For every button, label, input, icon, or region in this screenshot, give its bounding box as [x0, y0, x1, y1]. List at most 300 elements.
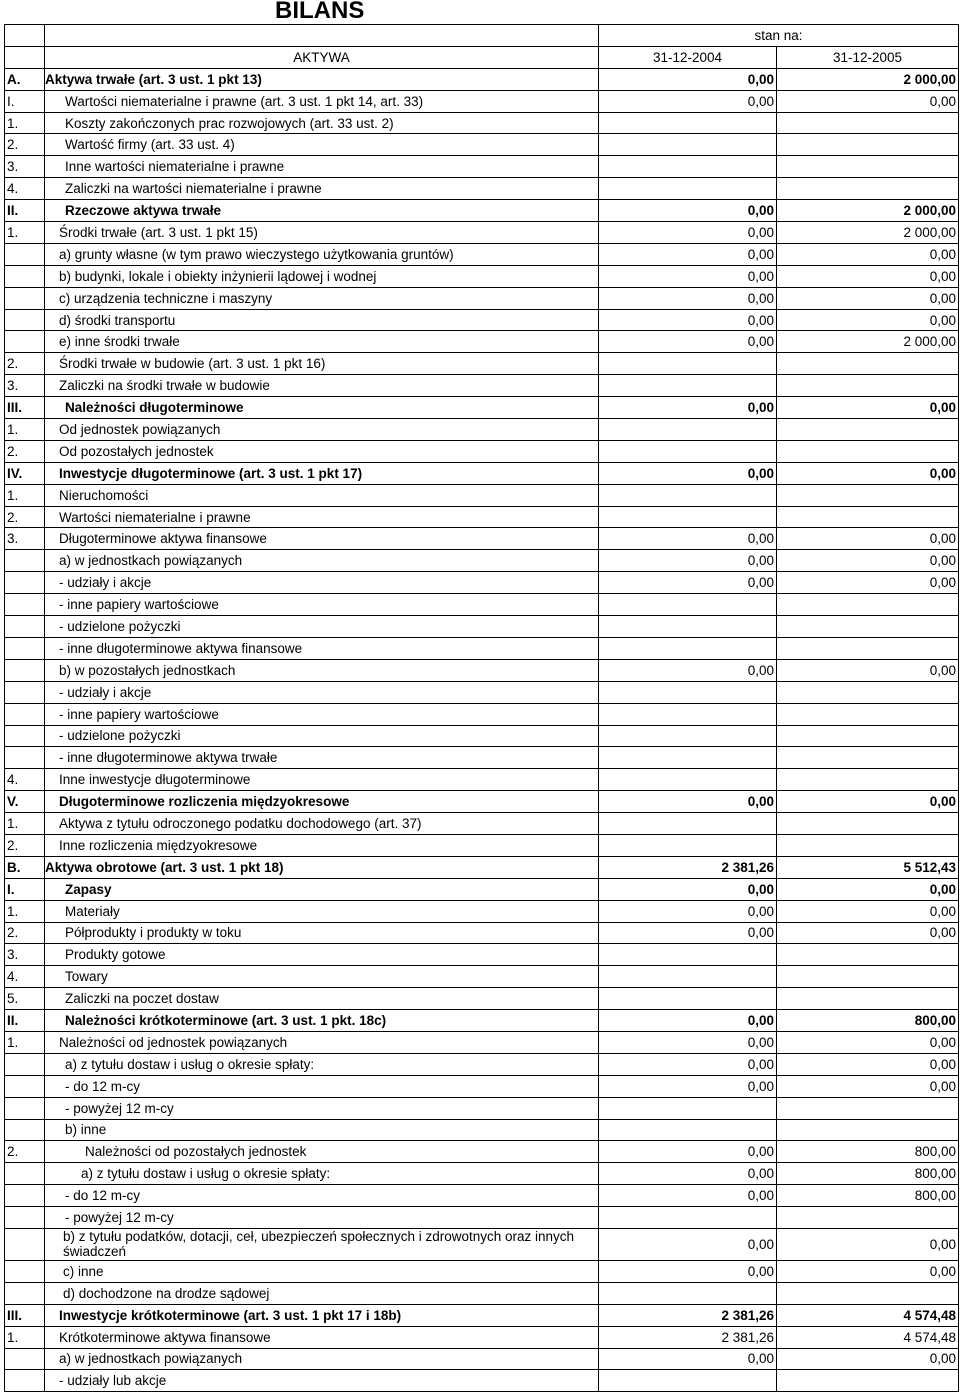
value-2004: 0,00 [599, 243, 777, 265]
row-label: Aktywa obrotowe (art. 3 ust. 1 pkt 18) [45, 856, 599, 878]
value-2004: 2 381,26 [599, 856, 777, 878]
row-number [5, 1260, 45, 1282]
table-row [5, 243, 959, 265]
row-label: a) z tytułu dostaw i usług o okresie spłaty: [45, 1053, 599, 1075]
row-number [5, 331, 45, 353]
value-2004: 0,00 [599, 265, 777, 287]
value-2005: 0,00 [777, 265, 959, 287]
table-row [5, 725, 959, 747]
row-number: 1. [5, 813, 45, 835]
page-title: BILANS [275, 0, 365, 24]
table-row [5, 878, 959, 900]
value-2004: 0,00 [599, 1031, 777, 1053]
table-row [5, 1348, 959, 1370]
value-2005: 0,00 [777, 1348, 959, 1370]
row-label: Inwestycje długoterminowe (art. 3 ust. 1 pkt 17) [45, 462, 599, 484]
value-2004: 0,00 [599, 1141, 777, 1163]
row-number: 2. [5, 1141, 45, 1163]
value-2004 [599, 178, 777, 200]
balance-sheet-body [5, 25, 959, 1392]
table-row [5, 397, 959, 419]
value-2005: 0,00 [777, 791, 959, 813]
value-2005 [777, 988, 959, 1010]
row-number [5, 1097, 45, 1119]
value-2005: 0,00 [777, 462, 959, 484]
row-label: Zaliczki na poczet dostaw [45, 988, 599, 1010]
balance-sheet-table [4, 24, 959, 1392]
row-label: a) w jednostkach powiązanych [45, 550, 599, 572]
value-2004: 0,00 [599, 68, 777, 90]
row-number: B. [5, 856, 45, 878]
row-label: Środki trwałe w budowie (art. 3 ust. 1 pkt 16) [45, 353, 599, 375]
value-2004 [599, 1370, 777, 1392]
table-row [5, 594, 959, 616]
row-label: Aktywa trwałe (art. 3 ust. 1 pkt 13) [45, 68, 599, 90]
row-number [5, 681, 45, 703]
table-row [5, 922, 959, 944]
row-number [5, 287, 45, 309]
row-number [5, 703, 45, 725]
value-2005: 0,00 [777, 1075, 959, 1097]
row-number: 2. [5, 834, 45, 856]
value-2004 [599, 966, 777, 988]
row-label: Inne wartości niematerialne i prawne [45, 156, 599, 178]
row-label: Zapasy [45, 878, 599, 900]
table-row [5, 1097, 959, 1119]
row-number [5, 1163, 45, 1185]
row-number [5, 1185, 45, 1207]
table-row [5, 1031, 959, 1053]
table-row [5, 1163, 959, 1185]
row-label: - powyżej 12 m-cy [45, 1097, 599, 1119]
row-number: 3. [5, 156, 45, 178]
value-2005: 2 000,00 [777, 200, 959, 222]
row-label: Należności krótkoterminowe (art. 3 ust. 1 pkt. 18c) [45, 1010, 599, 1032]
value-2005 [777, 112, 959, 134]
value-2005: 0,00 [777, 243, 959, 265]
table-row [5, 484, 959, 506]
table-row [5, 506, 959, 528]
table-row [5, 222, 959, 244]
value-2005 [777, 725, 959, 747]
row-label: Środki trwałe (art. 3 ust. 1 pkt 15) [45, 222, 599, 244]
row-label: Należności długoterminowe [45, 397, 599, 419]
row-label: Koszty zakończonych prac rozwojowych (art. 33 ust. 2) [45, 112, 599, 134]
value-2004 [599, 1097, 777, 1119]
row-number [5, 1075, 45, 1097]
row-number [5, 725, 45, 747]
value-2005: 800,00 [777, 1185, 959, 1207]
value-2005: 5 512,43 [777, 856, 959, 878]
value-2004: 0,00 [599, 200, 777, 222]
table-row [5, 1370, 959, 1392]
row-label: a) w jednostkach powiązanych [45, 1348, 599, 1370]
table-row [5, 375, 959, 397]
table-row [5, 856, 959, 878]
row-label: - udziały i akcje [45, 681, 599, 703]
row-label: b) budynki, lokale i obiekty inżynierii lądowej i wodnej [45, 265, 599, 287]
row-label: Krótkoterminowe aktywa finansowe [45, 1326, 599, 1348]
row-label: - powyżej 12 m-cy [45, 1207, 599, 1229]
value-2004: 0,00 [599, 1010, 777, 1032]
row-label: - udziały lub akcje [45, 1370, 599, 1392]
value-2005: 2 000,00 [777, 331, 959, 353]
row-label: - udzielone pożyczki [45, 616, 599, 638]
row-number [5, 1370, 45, 1392]
value-2005 [777, 616, 959, 638]
row-number: 3. [5, 528, 45, 550]
row-number: 2. [5, 353, 45, 375]
row-label: Inne rozliczenia międzyokresowe [45, 834, 599, 856]
table-row [5, 637, 959, 659]
row-label: - inne długoterminowe aktywa finansowe [45, 637, 599, 659]
value-2004: 0,00 [599, 922, 777, 944]
value-2005 [777, 594, 959, 616]
row-label: - udzielone pożyczki [45, 725, 599, 747]
table-row [5, 309, 959, 331]
row-label: - inne długoterminowe aktywa trwałe [45, 747, 599, 769]
value-2005: 0,00 [777, 572, 959, 594]
row-label: Wartość firmy (art. 33 ust. 4) [45, 134, 599, 156]
row-label: Wartości niematerialne i prawne [45, 506, 599, 528]
table-row [5, 90, 959, 112]
row-label: Wartości niematerialne i prawne (art. 3 ust. 1 pkt 14, art. 33) [45, 90, 599, 112]
value-2005: 0,00 [777, 397, 959, 419]
value-2005 [777, 484, 959, 506]
value-2004 [599, 834, 777, 856]
row-label: c) urządzenia techniczne i maszyny [45, 287, 599, 309]
table-row [5, 550, 959, 572]
row-number [5, 572, 45, 594]
value-2004 [599, 703, 777, 725]
header-blank-cell [45, 25, 599, 47]
value-2005 [777, 156, 959, 178]
row-number [5, 1119, 45, 1141]
row-number [5, 637, 45, 659]
table-row [5, 1304, 959, 1326]
row-label: - inne papiery wartościowe [45, 594, 599, 616]
table-row [5, 1010, 959, 1032]
value-2005: 0,00 [777, 550, 959, 572]
value-2004: 0,00 [599, 1053, 777, 1075]
value-2005 [777, 834, 959, 856]
value-2005: 0,00 [777, 309, 959, 331]
row-label: Rzeczowe aktywa trwałe [45, 200, 599, 222]
value-2004: 0,00 [599, 1260, 777, 1282]
value-2004: 0,00 [599, 659, 777, 681]
value-2005 [777, 703, 959, 725]
value-2005 [777, 178, 959, 200]
value-2005 [777, 506, 959, 528]
value-2004 [599, 484, 777, 506]
value-2004 [599, 725, 777, 747]
value-2005 [777, 944, 959, 966]
row-number: 2. [5, 922, 45, 944]
row-number: 1. [5, 900, 45, 922]
row-number [5, 594, 45, 616]
row-number: 4. [5, 769, 45, 791]
table-row [5, 134, 959, 156]
row-label: Nieruchomości [45, 484, 599, 506]
table-row [5, 112, 959, 134]
row-number: 1. [5, 222, 45, 244]
value-2005 [777, 1097, 959, 1119]
row-label: Długoterminowe aktywa finansowe [45, 528, 599, 550]
table-row [5, 900, 959, 922]
value-2004 [599, 637, 777, 659]
value-2005: 0,00 [777, 922, 959, 944]
table-row [5, 265, 959, 287]
value-2004: 2 381,26 [599, 1304, 777, 1326]
value-2005 [777, 375, 959, 397]
row-label: a) grunty własne (w tym prawo wieczystego użytkowania gruntów) [45, 243, 599, 265]
row-label: a) z tytułu dostaw i usług o okresie spłaty: [45, 1163, 599, 1185]
value-2004: 0,00 [599, 1228, 777, 1260]
table-row [5, 966, 959, 988]
value-2004 [599, 112, 777, 134]
row-label: d) środki transportu [45, 309, 599, 331]
value-2004: 0,00 [599, 397, 777, 419]
row-label: Inne inwestycje długoterminowe [45, 769, 599, 791]
value-2005 [777, 134, 959, 156]
row-number: II. [5, 200, 45, 222]
table-row [5, 988, 959, 1010]
header-blank-cell [5, 46, 45, 68]
value-2005 [777, 637, 959, 659]
date-column-2005: 31-12-2005 [777, 46, 959, 68]
row-number: 4. [5, 966, 45, 988]
table-row [5, 462, 959, 484]
row-number: 1. [5, 1326, 45, 1348]
table-row [5, 1141, 959, 1163]
value-2005: 0,00 [777, 90, 959, 112]
value-2004: 0,00 [599, 309, 777, 331]
value-2005: 2 000,00 [777, 222, 959, 244]
row-label: Długoterminowe rozliczenia międzyokresowe [45, 791, 599, 813]
row-label: b) w pozostałych jednostkach [45, 659, 599, 681]
value-2005: 800,00 [777, 1141, 959, 1163]
value-2004 [599, 440, 777, 462]
row-number: 3. [5, 944, 45, 966]
table-row [5, 1326, 959, 1348]
row-number [5, 1348, 45, 1370]
value-2005 [777, 1282, 959, 1304]
value-2004: 0,00 [599, 1185, 777, 1207]
row-label: Półprodukty i produkty w toku [45, 922, 599, 944]
table-row [5, 287, 959, 309]
row-label: e) inne środki trwałe [45, 331, 599, 353]
table-row [5, 528, 959, 550]
value-2005: 0,00 [777, 659, 959, 681]
value-2004 [599, 747, 777, 769]
row-label: - inne papiery wartościowe [45, 703, 599, 725]
value-2004 [599, 375, 777, 397]
value-2004: 0,00 [599, 550, 777, 572]
table-row [5, 1185, 959, 1207]
value-2005 [777, 1119, 959, 1141]
table-row [5, 353, 959, 375]
value-2005 [777, 353, 959, 375]
row-label: d) dochodzone na drodze sądowej [45, 1282, 599, 1304]
table-row [5, 791, 959, 813]
value-2004: 0,00 [599, 1348, 777, 1370]
table-row [5, 156, 959, 178]
value-2004: 0,00 [599, 572, 777, 594]
value-2004: 0,00 [599, 1075, 777, 1097]
row-number [5, 309, 45, 331]
value-2004 [599, 616, 777, 638]
row-label: Zaliczki na środki trwałe w budowie [45, 375, 599, 397]
value-2005: 0,00 [777, 528, 959, 550]
value-2005 [777, 440, 959, 462]
table-row [5, 703, 959, 725]
row-number: 2. [5, 134, 45, 156]
value-2005: 4 574,48 [777, 1326, 959, 1348]
value-2005: 0,00 [777, 1031, 959, 1053]
header-row-columns [5, 46, 959, 68]
value-2005: 800,00 [777, 1010, 959, 1032]
value-2005 [777, 1207, 959, 1229]
row-number: II. [5, 1010, 45, 1032]
value-2005 [777, 1370, 959, 1392]
row-label: Aktywa z tytułu odroczonego podatku dochodowego (art. 37) [45, 813, 599, 835]
value-2005: 0,00 [777, 1260, 959, 1282]
row-label: - udziały i akcje [45, 572, 599, 594]
row-number: III. [5, 397, 45, 419]
value-2005: 800,00 [777, 1163, 959, 1185]
row-label: Inwestycje krótkoterminowe (art. 3 ust. 1 pkt 17 i 18b) [45, 1304, 599, 1326]
value-2005 [777, 747, 959, 769]
value-2004: 0,00 [599, 900, 777, 922]
value-2005: 0,00 [777, 287, 959, 309]
table-row [5, 440, 959, 462]
row-label: Od pozostałych jednostek [45, 440, 599, 462]
value-2004: 0,00 [599, 878, 777, 900]
date-column-2004: 31-12-2004 [599, 46, 777, 68]
row-label: Należności od pozostałych jednostek [45, 1141, 599, 1163]
table-row [5, 944, 959, 966]
value-2004: 0,00 [599, 222, 777, 244]
row-number: 4. [5, 178, 45, 200]
table-row [5, 659, 959, 681]
row-number [5, 1282, 45, 1304]
value-2005 [777, 966, 959, 988]
value-2005 [777, 813, 959, 835]
table-row [5, 1228, 959, 1260]
value-2004: 0,00 [599, 528, 777, 550]
row-label: - do 12 m-cy [45, 1075, 599, 1097]
value-2004 [599, 156, 777, 178]
row-number [5, 1228, 45, 1260]
row-number [5, 243, 45, 265]
value-2005: 0,00 [777, 878, 959, 900]
table-row [5, 1282, 959, 1304]
value-2004 [599, 944, 777, 966]
value-2005: 0,00 [777, 1228, 959, 1260]
row-number [5, 1207, 45, 1229]
stan-na-label: stan na: [599, 25, 959, 47]
value-2004: 0,00 [599, 90, 777, 112]
value-2004: 0,00 [599, 287, 777, 309]
table-row [5, 813, 959, 835]
table-row [5, 1207, 959, 1229]
table-row [5, 1053, 959, 1075]
row-number: 2. [5, 506, 45, 528]
row-label: Od jednostek powiązanych [45, 419, 599, 441]
row-number: I. [5, 90, 45, 112]
table-row [5, 769, 959, 791]
row-number [5, 659, 45, 681]
row-number [5, 747, 45, 769]
value-2004 [599, 681, 777, 703]
value-2004: 2 381,26 [599, 1326, 777, 1348]
row-number: 1. [5, 484, 45, 506]
aktywa-heading: AKTYWA [45, 46, 599, 68]
row-label: c) inne [45, 1260, 599, 1282]
value-2005: 4 574,48 [777, 1304, 959, 1326]
table-row [5, 331, 959, 353]
row-number: 3. [5, 375, 45, 397]
value-2004 [599, 988, 777, 1010]
row-label: Należności od jednostek powiązanych [45, 1031, 599, 1053]
row-number: 5. [5, 988, 45, 1010]
header-row-stan [5, 25, 959, 47]
value-2004 [599, 419, 777, 441]
value-2004 [599, 769, 777, 791]
table-row [5, 200, 959, 222]
value-2005 [777, 681, 959, 703]
row-number [5, 265, 45, 287]
value-2004 [599, 1119, 777, 1141]
value-2004 [599, 1282, 777, 1304]
value-2004 [599, 1207, 777, 1229]
row-number [5, 1053, 45, 1075]
value-2004: 0,00 [599, 462, 777, 484]
row-number: A. [5, 68, 45, 90]
value-2004: 0,00 [599, 1163, 777, 1185]
row-number [5, 550, 45, 572]
row-number: 2. [5, 440, 45, 462]
value-2005: 0,00 [777, 900, 959, 922]
value-2005 [777, 419, 959, 441]
table-row [5, 681, 959, 703]
row-label: b) inne [45, 1119, 599, 1141]
row-number: 1. [5, 112, 45, 134]
row-number: 1. [5, 419, 45, 441]
value-2005: 2 000,00 [777, 68, 959, 90]
row-number: 1. [5, 1031, 45, 1053]
row-number: I. [5, 878, 45, 900]
row-label: Produkty gotowe [45, 944, 599, 966]
row-number [5, 616, 45, 638]
row-label: - do 12 m-cy [45, 1185, 599, 1207]
table-row [5, 1075, 959, 1097]
table-row [5, 68, 959, 90]
value-2005 [777, 769, 959, 791]
header-blank-cell [5, 25, 45, 47]
row-number: V. [5, 791, 45, 813]
table-row [5, 178, 959, 200]
table-row [5, 834, 959, 856]
row-number: III. [5, 1304, 45, 1326]
table-row [5, 616, 959, 638]
value-2004: 0,00 [599, 791, 777, 813]
table-row [5, 419, 959, 441]
value-2004 [599, 353, 777, 375]
row-label: Zaliczki na wartości niematerialne i prawne [45, 178, 599, 200]
value-2004 [599, 813, 777, 835]
value-2004 [599, 594, 777, 616]
